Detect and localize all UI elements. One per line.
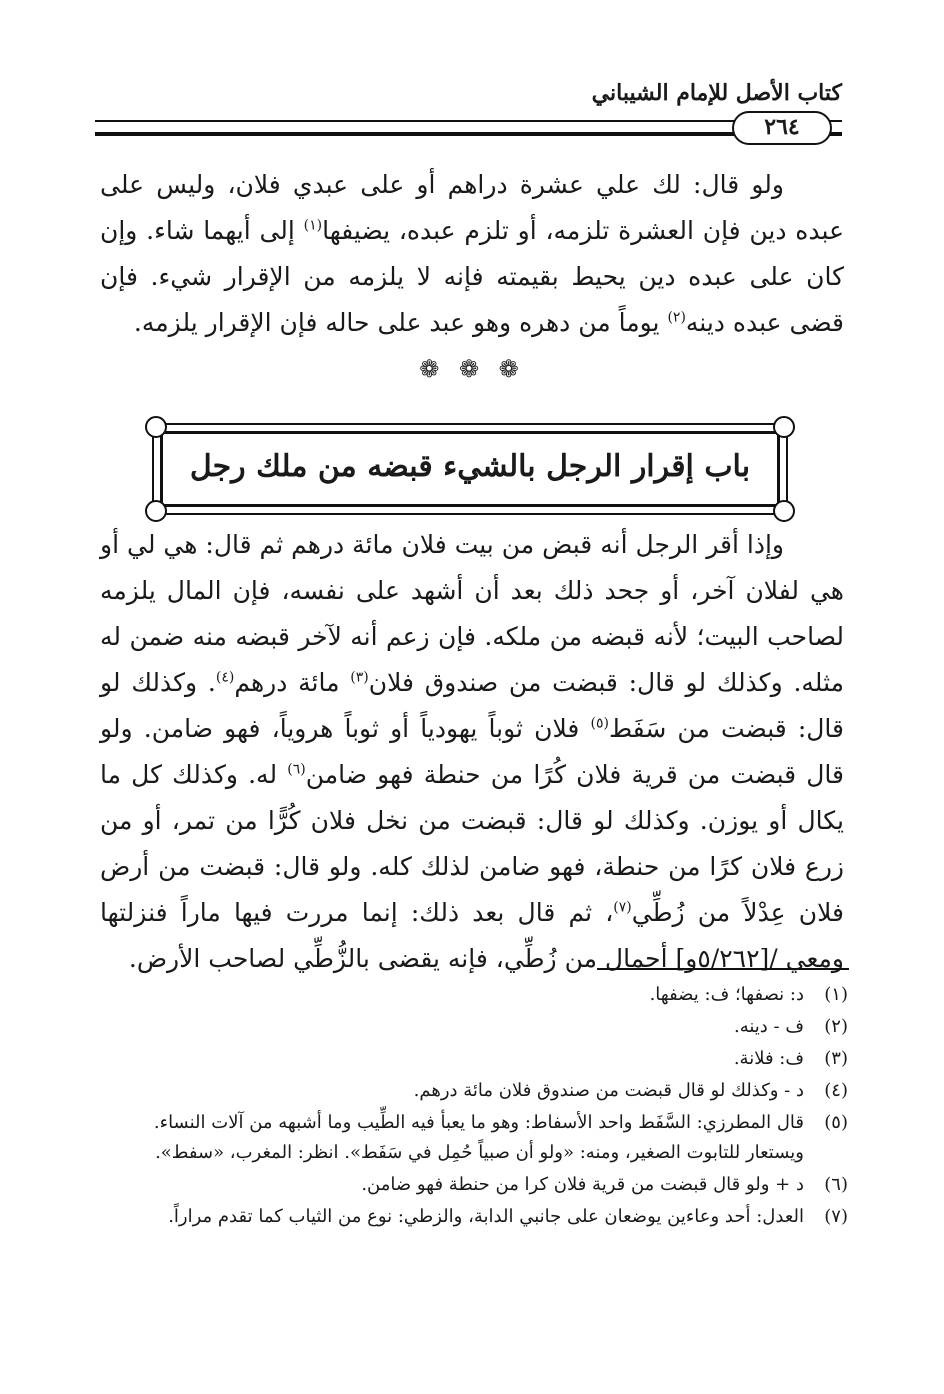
section-divider: ❁ ❁ ❁ [419, 355, 525, 383]
footnote-number: (١) [824, 984, 848, 1005]
footnote-ref: (٢) [667, 309, 686, 326]
paragraph-text: . وكذلك لو قال: قبضت من سَفَط [100, 668, 844, 743]
paragraph-text: إلى أيهما شاء. وإن كان على عبده دين يحيط بقيمته فإنه لا يلزمه من الإقرار شيء. فإن قضى عبده دينه [100, 216, 844, 337]
footnotes [100, 980, 848, 1234]
page-number: ٢٦٤ [732, 111, 832, 145]
footnote-text: قال المطرزي: السَّفَط واحد الأسفاط: وهو ما يعبأ فيه الطِّيب وما أشبهه من آلات النساء. ويستعار للتابوت الصغير، ومنه: «ولو أن صبياً حُمِل في سَفَط». انظر: المغرب، «سفط». [153, 1112, 804, 1163]
paragraph-text: له. وكذلك كل ما يكال أو يوزن. وكذلك لو قال: قبضت من نخل فلان كُرًّا من تمر، أو من زرع فلان كرًا من حنطة، فهو ضامن لذلك كله. ولو قال: قبضت من أرض فلان عِدْلاً من زُطِّي [100, 760, 844, 927]
footnote [100, 1012, 848, 1042]
section-title: باب إقرار الرجل بالشيء قبضه من ملك رجل [189, 449, 751, 484]
footnote-text: د + ولو قال قبضت من قرية فلان كرا من حنطة فهو ضامن. [361, 1174, 804, 1195]
footnote-ref: (١) [303, 217, 323, 234]
footnote-number: (٦) [824, 1174, 848, 1195]
footnote-number: (٢) [824, 1016, 848, 1037]
paragraph-text: ، ثم قال بعد ذلك: إنما مررت فيها ماراً فنزلتها ومعي /[٥/٢٦٢و] أحمال من زُطِّي، فإنه يقضى بالزُّطِّي لصاحب الأرض. [100, 898, 844, 973]
footnote-text: د - وكذلك لو قال قبضت من صندوق فلان مائة درهم. [413, 1080, 804, 1101]
footnote-number: (٥) [824, 1112, 848, 1133]
paragraph-text: مائة درهم [234, 668, 351, 697]
footnote [100, 1170, 848, 1200]
footnote-text: د: نصفها؛ ف: يضفها. [649, 984, 804, 1005]
frame-corner-ornament [773, 416, 795, 438]
header-rule [95, 120, 842, 136]
running-header-title: كتاب الأصل للإمام الشيباني [591, 80, 842, 106]
footnote-number: (٤) [824, 1080, 848, 1101]
footnote-ref: (٥) [590, 715, 609, 732]
footnote-text: ف - دينه. [733, 1016, 804, 1037]
footnote-ref: (٣) [350, 669, 369, 686]
footnote-ref: (٤) [215, 669, 235, 686]
footnote [100, 980, 848, 1010]
footnote-ref: (٧) [613, 899, 632, 916]
paragraph-text: يوماً من دهره وهو عبد على حاله فإن الإقرار يلزمه. [133, 308, 668, 337]
paragraph-text: ولو قال: لك علي عشرة دراهم أو على عبدي فلان، وليس على عبده دين فإن العشرة تلزمه، أو تلزم عبده، يضيفها [100, 170, 844, 245]
footnote-number: (٣) [824, 1048, 848, 1069]
footnote-separator [597, 968, 849, 970]
footnote-text: ف: فلانة. [733, 1048, 804, 1069]
frame-corner-ornament [145, 416, 167, 438]
paragraph-1 [100, 162, 844, 346]
footnote [100, 1202, 848, 1232]
footnote [100, 1044, 848, 1074]
paragraph-text: فلان ثوباً يهودياً أو ثوباً هروياً، فهو ضامن. ولو قال قبضت من قرية فلان كُرًا من حنطة فهو ضامن [100, 714, 845, 789]
footnote [100, 1076, 848, 1106]
paragraph-2 [100, 522, 844, 982]
frame-corner-ornament [773, 500, 795, 522]
footnote-ref: (٦) [287, 761, 306, 778]
section-title-frame [152, 423, 788, 515]
footnote-number: (٧) [824, 1206, 848, 1227]
footnote [100, 1108, 848, 1168]
footnote-text: العدل: أحد وعاءين يوضعان على جانبي الدابة، والزطي: نوع من الثياب كما تقدم مراراً. [168, 1206, 804, 1227]
paragraph-text: وإذا أقر الرجل أنه قبض من بيت فلان مائة درهم ثم قال: هي لي أو هي لفلان آخر، أو جحد ذلك بعد أن أشهد على نفسه، فإن المال يلزمه لصاحب البيت؛ لأنه قبضه من ملكه. فإن زعم أنه لآخر قبضه منه ضمن له مثله. وكذلك لو قال: قبضت من صندوق فلان [100, 530, 845, 697]
frame-corner-ornament [145, 500, 167, 522]
